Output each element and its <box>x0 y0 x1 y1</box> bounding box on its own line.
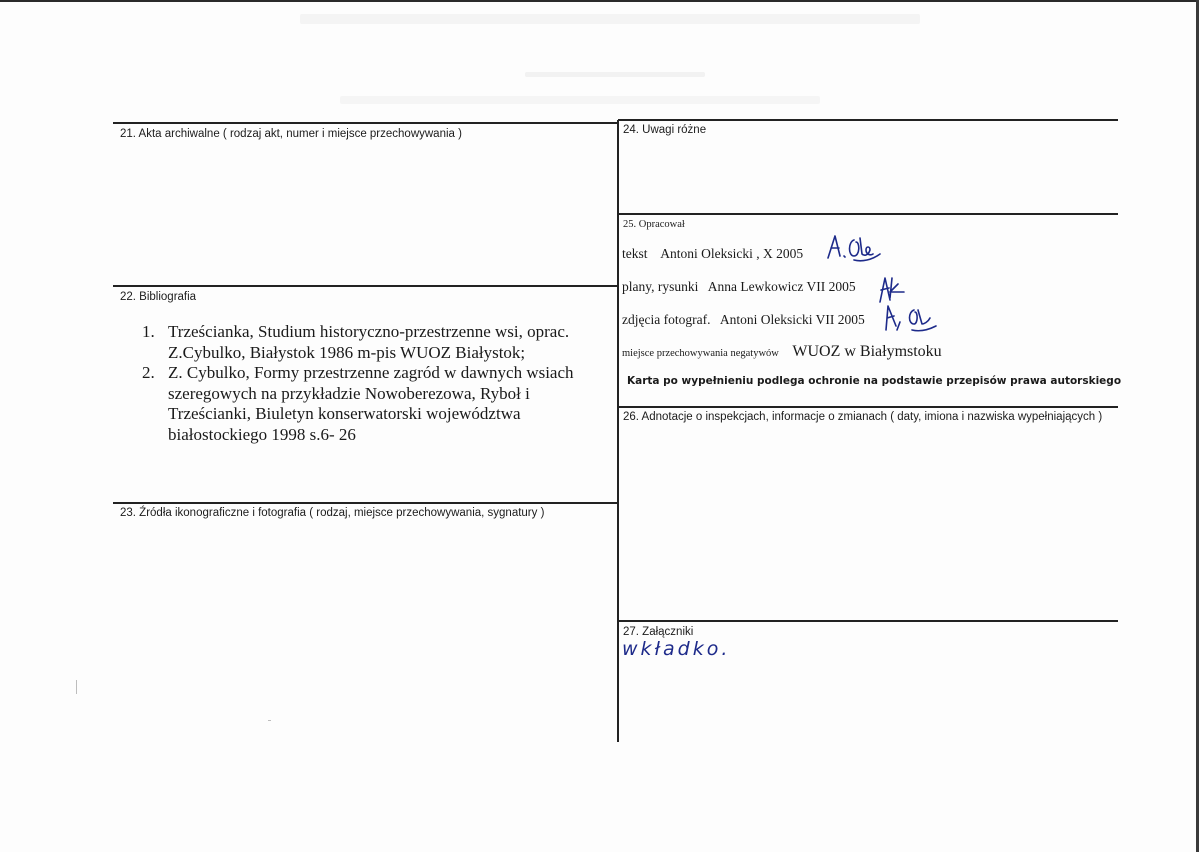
bibliography-item-text: Z. Cybulko, Formy przestrzenne zagród w dawnych wsiach szeregowych na przykładzie Nowoberezowa, Ryboł i Trześcianki, Biuletyn konserwatorski województwa białostockiego 1998 s.6- 26 <box>168 363 574 444</box>
prepared-plans-line <box>622 279 856 295</box>
field-25-label: 25. Opracował <box>623 219 685 230</box>
bibliography-item <box>142 363 602 445</box>
field-27-label: 27. Załączniki <box>623 626 694 638</box>
rule-top-left <box>113 122 618 124</box>
show-through-mark <box>300 14 920 24</box>
prepared-plans-value: Anna Lewkowicz VII 2005 <box>707 279 856 294</box>
bibliography-item-text: Trześcianka, Studium historyczno-przestrzenne wsi, oprac. Z.Cybulko, Białystok 1986 m-pis WUOZ Białystok; <box>168 322 570 362</box>
bibliography-item-number: 2. <box>142 363 155 382</box>
negatives-line <box>622 343 942 361</box>
scan-edge-top <box>0 0 1199 2</box>
field-24-label: 24. Uwagi różne <box>623 124 707 136</box>
bibliography-item-number: 1. <box>142 322 155 341</box>
signature-text <box>826 232 886 264</box>
prepared-text-line <box>622 246 803 262</box>
negatives-value: WUOZ w Białymstoku <box>792 343 942 360</box>
rule-top-right <box>618 119 1118 121</box>
negatives-label: miejsce przechowywania negatywów <box>622 348 779 359</box>
copyright-notice: Karta po wypełnieniu podlega ochronie na podstawie przepisów prawa autorskiego <box>627 375 1122 387</box>
signature-plans <box>876 274 910 304</box>
show-through-mark <box>340 96 820 104</box>
bibliography-list <box>142 322 602 445</box>
prepared-text-prefix: tekst <box>622 246 648 261</box>
rule-27 <box>618 620 1118 622</box>
prepared-text-value: Antoni Oleksicki , X 2005 <box>660 246 804 261</box>
field-26-label: 26. Adnotacje o inspekcjach, informacje o zmianach ( daty, imiona i nazwiska wypełniających ) <box>623 411 1103 423</box>
prepared-plans-prefix: plany, rysunki <box>622 279 699 294</box>
bibliography-item <box>142 322 602 363</box>
stray-mark <box>268 720 271 721</box>
rule-23 <box>113 502 618 504</box>
rule-26 <box>618 406 1118 408</box>
prepared-photos-value: Antoni Oleksicki VII 2005 <box>719 312 865 327</box>
field-23-label: 23. Źródła ikonograficzne i fotografia ( rodzaj, miejsce przechowywania, sygnatury ) <box>120 507 545 519</box>
stray-mark <box>76 680 77 694</box>
signature-photos <box>880 302 940 336</box>
attachments-handwritten: wkładko. <box>622 638 731 660</box>
rule-22 <box>113 285 618 287</box>
column-divider <box>617 120 619 742</box>
prepared-photos-prefix: zdjęcia fotograf. <box>622 312 711 327</box>
prepared-photos-line <box>622 312 865 328</box>
show-through-mark <box>525 72 705 77</box>
field-22-label: 22. Bibliografia <box>120 291 197 303</box>
rule-25 <box>618 213 1118 215</box>
field-21-label: 21. Akta archiwalne ( rodzaj akt, numer i miejsce przechowywania ) <box>120 128 462 140</box>
